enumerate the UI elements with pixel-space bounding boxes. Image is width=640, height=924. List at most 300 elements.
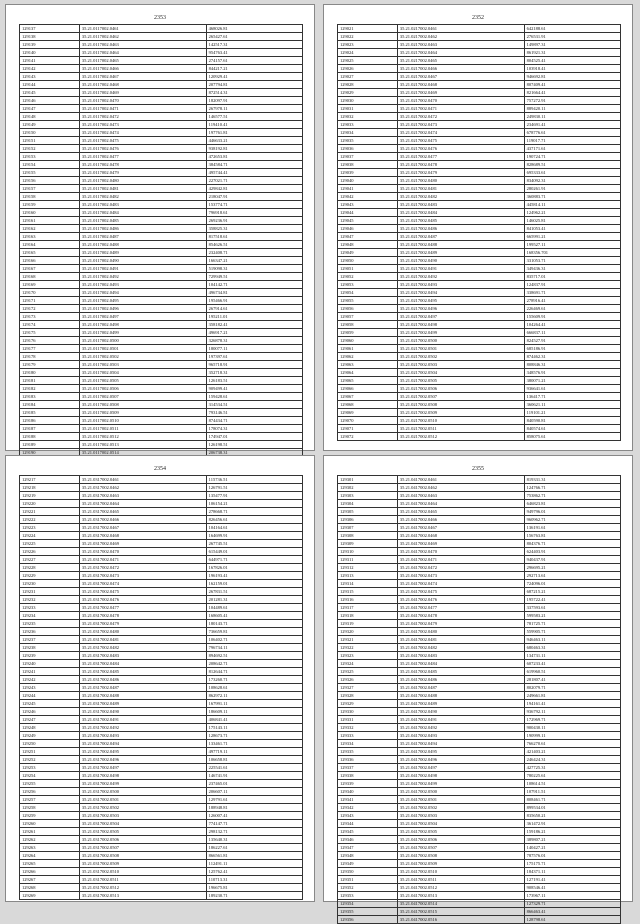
account-code-cell: 35.21.0317002.0467 xyxy=(79,524,206,532)
amount-cell: 128673.71 xyxy=(206,732,302,740)
amount-cell: 946692.81 xyxy=(524,73,620,81)
account-code-cell: 35.21.0417002.0475 xyxy=(397,588,524,596)
account-code-cell: 35.21.0117002.0493 xyxy=(79,281,206,289)
table-row xyxy=(338,201,621,209)
row-id-cell: 129150 xyxy=(20,129,80,137)
amount-cell: 246424.31 xyxy=(524,756,620,764)
amount-cell: 167991.11 xyxy=(206,700,302,708)
row-id-cell: 129348 xyxy=(338,852,398,860)
table-row xyxy=(20,313,303,321)
table-row xyxy=(338,476,621,484)
table-row xyxy=(338,417,621,425)
row-id-cell: 129354 xyxy=(338,900,398,908)
account-code-cell: 35.21.0217002.0512 xyxy=(397,433,524,441)
row-id-cell: 129172 xyxy=(20,305,80,313)
row-id-cell: 129242 xyxy=(20,676,80,684)
account-code-cell: 35.21.0417002.0499 xyxy=(397,780,524,788)
account-code-cell: 35.21.0317002.0471 xyxy=(79,556,206,564)
amount-cell: 140427.21 xyxy=(524,844,620,852)
account-code-cell: 35.21.0117002.0490 xyxy=(79,257,206,265)
table-row xyxy=(338,401,621,409)
amount-cell: 472653.81 xyxy=(206,153,302,161)
row-id-cell: 129238 xyxy=(20,644,80,652)
table-row xyxy=(20,377,303,385)
amount-cell: 134731.11 xyxy=(524,652,620,660)
row-id-cell: 129317 xyxy=(338,604,398,612)
amount-cell: 195211.01 xyxy=(206,313,302,321)
row-id-cell: 129049 xyxy=(338,249,398,257)
account-code-cell: 35.21.0317002.0477 xyxy=(79,604,206,612)
amount-cell: 389807.21 xyxy=(524,836,620,844)
amount-cell: 173967.11 xyxy=(524,892,620,900)
row-id-cell: 129169 xyxy=(20,281,80,289)
table-row xyxy=(338,329,621,337)
account-code-cell: 35.21.0317002.0498 xyxy=(79,772,206,780)
amount-cell: 559905.71 xyxy=(524,628,620,636)
row-id-cell: 129038 xyxy=(338,161,398,169)
table-row xyxy=(338,540,621,548)
account-code-cell: 35.21.0417002.0480 xyxy=(397,628,524,636)
account-code-cell: 35.21.0217002.0502 xyxy=(397,353,524,361)
account-code-cell: 35.21.0417002.0511 xyxy=(397,876,524,884)
amount-cell: 624403.91 xyxy=(524,548,620,556)
account-code-cell: 35.21.0117002.0465 xyxy=(79,57,206,65)
amount-cell: 195466.91 xyxy=(206,297,302,305)
row-id-cell: 129233 xyxy=(20,604,80,612)
row-id-cell: 129071 xyxy=(338,425,398,433)
row-id-cell: 129047 xyxy=(338,233,398,241)
row-id-cell: 129308 xyxy=(338,532,398,540)
row-id-cell: 129262 xyxy=(20,836,80,844)
row-id-cell: 129248 xyxy=(20,724,80,732)
table-row xyxy=(338,580,621,588)
account-code-cell: 35.21.0417002.0514 xyxy=(397,900,524,908)
table-row xyxy=(20,361,303,369)
table-row xyxy=(338,516,621,524)
amount-cell: 119101.21 xyxy=(524,409,620,417)
account-code-cell: 35.21.0217002.0485 xyxy=(397,217,524,225)
table-row xyxy=(20,612,303,620)
row-id-cell: 129324 xyxy=(338,660,398,668)
row-id-cell: 129312 xyxy=(338,564,398,572)
account-code-cell: 35.21.0217002.0491 xyxy=(397,265,524,273)
row-id-cell: 129355 xyxy=(338,908,398,916)
row-id-cell: 129181 xyxy=(20,377,80,385)
amount-cell: 237465.01 xyxy=(206,780,302,788)
row-id-cell: 129257 xyxy=(20,796,80,804)
row-id-cell: 129337 xyxy=(338,764,398,772)
row-id-cell: 129251 xyxy=(20,748,80,756)
table-row xyxy=(20,73,303,81)
table-row xyxy=(338,185,621,193)
amount-cell: 126198.51 xyxy=(206,441,302,449)
row-id-cell: 129031 xyxy=(338,105,398,113)
amount-cell: 808846.31 xyxy=(524,361,620,369)
amount-cell: 207794.81 xyxy=(206,81,302,89)
table-row xyxy=(338,169,621,177)
row-id-cell: 129063 xyxy=(338,361,398,369)
account-code-cell: 35.21.0217002.0494 xyxy=(397,289,524,297)
row-id-cell: 129259 xyxy=(20,812,80,820)
amount-cell: 965718.91 xyxy=(206,361,302,369)
amount-cell: 780225.61 xyxy=(524,772,620,780)
table-row xyxy=(20,321,303,329)
table-row xyxy=(20,369,303,377)
row-id-cell: 129301 xyxy=(338,476,398,484)
account-code-cell: 35.21.0317002.0506 xyxy=(79,836,206,844)
amount-cell: 129791.61 xyxy=(206,796,302,804)
account-code-cell: 35.21.0317002.0472 xyxy=(79,564,206,572)
amount-cell: 337593.61 xyxy=(524,604,620,612)
account-code-cell: 35.21.0217002.0493 xyxy=(397,281,524,289)
account-code-cell: 35.21.0417002.0462 xyxy=(397,484,524,492)
table-row xyxy=(20,401,303,409)
row-id-cell: 129054 xyxy=(338,289,398,297)
row-id-cell: 129142 xyxy=(20,65,80,73)
row-id-cell: 129044 xyxy=(338,209,398,217)
table-row xyxy=(20,892,303,900)
account-code-cell: 35.21.0417002.0490 xyxy=(397,708,524,716)
row-id-cell: 129154 xyxy=(20,161,80,169)
amount-cell: 267914.61 xyxy=(206,305,302,313)
amount-cell: 468026.81 xyxy=(206,25,302,33)
table-row xyxy=(338,564,621,572)
amount-cell: 646823.81 xyxy=(524,500,620,508)
table-row xyxy=(20,644,303,652)
account-code-cell: 35.21.0417002.0501 xyxy=(397,796,524,804)
amount-cell: 190999.11 xyxy=(524,732,620,740)
account-code-cell: 35.21.0217002.0505 xyxy=(397,377,524,385)
row-id-cell: 129249 xyxy=(20,732,80,740)
amount-cell: 844217.21 xyxy=(206,65,302,73)
row-id-cell: 129231 xyxy=(20,588,80,596)
table-row xyxy=(20,860,303,868)
row-id-cell: 129070 xyxy=(338,417,398,425)
account-code-cell: 35.21.0417002.0504 xyxy=(397,820,524,828)
account-code-cell: 35.21.0417002.0479 xyxy=(397,620,524,628)
row-id-cell: 129264 xyxy=(20,852,80,860)
table-row xyxy=(338,257,621,265)
table-row xyxy=(20,572,303,580)
table-row xyxy=(20,57,303,65)
account-code-cell: 35.21.0417002.0502 xyxy=(397,804,524,812)
amount-cell: 695333.61 xyxy=(524,169,620,177)
amount-cell: 445814.11 xyxy=(524,201,620,209)
account-code-cell: 35.21.0117002.0511 xyxy=(79,425,206,433)
account-code-cell: 35.21.0217002.0487 xyxy=(397,233,524,241)
table-row xyxy=(20,305,303,313)
table-row xyxy=(20,265,303,273)
table-row xyxy=(20,289,303,297)
table-row xyxy=(338,724,621,732)
account-code-cell: 35.21.0117002.0461 xyxy=(79,25,206,33)
row-id-cell: 129311 xyxy=(338,556,398,564)
amount-cell: 753862.71 xyxy=(524,492,620,500)
amount-cell: 665991.21 xyxy=(524,233,620,241)
amount-cell: 125762.41 xyxy=(206,868,302,876)
table-row xyxy=(20,476,303,484)
table-row xyxy=(20,169,303,177)
amount-cell: 519098.31 xyxy=(206,265,302,273)
table-row xyxy=(20,257,303,265)
account-code-cell: 35.21.0117002.0507 xyxy=(79,393,206,401)
table-row xyxy=(20,201,303,209)
account-code-cell: 35.21.0317002.0508 xyxy=(79,852,206,860)
account-code-cell: 35.21.0217002.0480 xyxy=(397,177,524,185)
row-id-cell: 129050 xyxy=(338,257,398,265)
row-id-cell: 129140 xyxy=(20,49,80,57)
amount-cell: 497719.11 xyxy=(206,748,302,756)
account-code-cell: 35.21.0117002.0469 xyxy=(79,89,206,97)
row-id-cell: 129163 xyxy=(20,233,80,241)
account-code-cell: 35.21.0317002.0480 xyxy=(79,628,206,636)
row-id-cell: 129177 xyxy=(20,345,80,353)
table-row xyxy=(338,217,621,225)
row-id-cell: 129147 xyxy=(20,105,80,113)
table-row xyxy=(338,876,621,884)
table-row xyxy=(20,41,303,49)
account-code-cell: 35.21.0317002.0502 xyxy=(79,804,206,812)
table-row xyxy=(338,860,621,868)
table-row xyxy=(20,193,303,201)
row-id-cell: 129320 xyxy=(338,628,398,636)
amount-cell: 680463.31 xyxy=(524,644,620,652)
table-row xyxy=(20,281,303,289)
account-code-cell: 35.21.0317002.0481 xyxy=(79,636,206,644)
account-code-cell: 35.21.0117002.0462 xyxy=(79,33,206,41)
row-id-cell: 129165 xyxy=(20,249,80,257)
table-row xyxy=(338,345,621,353)
row-id-cell: 129243 xyxy=(20,684,80,692)
row-id-cell: 129329 xyxy=(338,700,398,708)
amount-cell: 149897.31 xyxy=(524,41,620,49)
account-code-cell: 35.21.0317002.0469 xyxy=(79,540,206,548)
row-id-cell: 129269 xyxy=(20,892,80,900)
account-code-cell: 35.21.0417002.0513 xyxy=(397,892,524,900)
account-code-cell: 35.21.0217002.0481 xyxy=(397,185,524,193)
amount-cell: 766270.61 xyxy=(524,740,620,748)
row-id-cell: 129060 xyxy=(338,337,398,345)
account-code-cell: 35.21.0117002.0512 xyxy=(79,433,206,441)
account-code-cell: 35.21.0317002.0489 xyxy=(79,700,206,708)
amount-cell: 841053.41 xyxy=(524,225,620,233)
table-row xyxy=(20,153,303,161)
account-code-cell: 35.21.0417002.0472 xyxy=(397,564,524,572)
table-row xyxy=(20,796,303,804)
row-id-cell: 129335 xyxy=(338,748,398,756)
row-id-cell: 129326 xyxy=(338,676,398,684)
row-id-cell: 129350 xyxy=(338,868,398,876)
row-id-cell: 129056 xyxy=(338,305,398,313)
row-id-cell: 129253 xyxy=(20,764,80,772)
amount-cell: 796918.61 xyxy=(206,209,302,217)
amount-cell: 159428.61 xyxy=(206,393,302,401)
row-id-cell: 129167 xyxy=(20,265,80,273)
account-code-cell: 35.21.0317002.0495 xyxy=(79,748,206,756)
table-row xyxy=(338,748,621,756)
row-id-cell: 129237 xyxy=(20,636,80,644)
table-row xyxy=(338,73,621,81)
amount-cell: 874434.71 xyxy=(206,417,302,425)
row-id-cell: 129247 xyxy=(20,716,80,724)
table-row xyxy=(338,233,621,241)
account-code-cell: 35.21.0317002.0463 xyxy=(79,492,206,500)
table-row xyxy=(338,852,621,860)
table-row xyxy=(338,892,621,900)
account-code-cell: 35.21.0217002.0496 xyxy=(397,305,524,313)
amount-cell: 908546.41 xyxy=(524,884,620,892)
amount-cell: 208642.71 xyxy=(206,660,302,668)
table-row xyxy=(338,756,621,764)
table-row xyxy=(338,572,621,580)
account-code-cell: 35.21.0217002.0479 xyxy=(397,169,524,177)
row-id-cell: 129338 xyxy=(338,772,398,780)
table-row xyxy=(20,652,303,660)
account-code-cell: 35.21.0217002.0506 xyxy=(397,385,524,393)
table-row xyxy=(20,716,303,724)
account-code-cell: 35.21.0317002.0497 xyxy=(79,764,206,772)
amount-cell: 196193.41 xyxy=(206,572,302,580)
table-row xyxy=(338,660,621,668)
amount-cell: 840590.81 xyxy=(524,417,620,425)
table-row xyxy=(20,532,303,540)
account-code-cell: 35.21.0417002.0488 xyxy=(397,692,524,700)
account-code-cell: 35.21.0117002.0508 xyxy=(79,401,206,409)
account-code-cell: 35.21.0117002.0496 xyxy=(79,305,206,313)
row-id-cell: 129069 xyxy=(338,409,398,417)
amount-cell: 495744.41 xyxy=(206,169,302,177)
amount-cell: 249661.81 xyxy=(524,692,620,700)
amount-cell: 188948.81 xyxy=(206,804,302,812)
table-row xyxy=(20,876,303,884)
amount-cell: 276531.91 xyxy=(524,33,620,41)
amount-cell: 106402.71 xyxy=(206,636,302,644)
table-row xyxy=(20,804,303,812)
account-code-cell: 35.21.0117002.0473 xyxy=(79,121,206,129)
amount-cell: 835717.01 xyxy=(524,273,620,281)
row-id-cell: 129039 xyxy=(338,169,398,177)
account-code-cell: 35.21.0217002.0467 xyxy=(397,73,524,81)
row-id-cell: 129187 xyxy=(20,425,80,433)
amount-cell: 186227.61 xyxy=(206,844,302,852)
document-page-3 xyxy=(5,455,315,902)
row-id-cell: 129067 xyxy=(338,393,398,401)
row-id-cell: 129227 xyxy=(20,556,80,564)
table-row xyxy=(338,33,621,41)
amount-cell: 314534.51 xyxy=(206,401,302,409)
table-row xyxy=(338,129,621,137)
account-code-cell: 35.21.0117002.0489 xyxy=(79,249,206,257)
amount-cell: 227021.71 xyxy=(206,177,302,185)
amount-cell: 186609.11 xyxy=(206,708,302,716)
account-code-cell: 35.21.0217002.0510 xyxy=(397,417,524,425)
amount-cell: 821664.41 xyxy=(524,89,620,97)
account-code-cell: 35.21.0417002.0487 xyxy=(397,684,524,692)
page-number: 2352 xyxy=(472,15,484,21)
table-row xyxy=(20,393,303,401)
amount-cell: 862972.11 xyxy=(206,692,302,700)
table-row xyxy=(338,820,621,828)
row-id-cell: 129156 xyxy=(20,177,80,185)
row-id-cell: 129230 xyxy=(20,580,80,588)
amount-cell: 866561.81 xyxy=(206,852,302,860)
table-row xyxy=(20,836,303,844)
amount-cell: 195722.41 xyxy=(524,596,620,604)
row-id-cell: 129345 xyxy=(338,828,398,836)
row-id-cell: 129263 xyxy=(20,844,80,852)
account-code-cell: 35.21.0117002.0505 xyxy=(79,377,206,385)
row-id-cell: 129331 xyxy=(338,716,398,724)
amount-cell: 607233.41 xyxy=(524,660,620,668)
amount-cell: 808461.71 xyxy=(524,796,620,804)
row-id-cell: 129302 xyxy=(338,484,398,492)
account-code-cell: 35.21.0417002.0496 xyxy=(397,756,524,764)
row-id-cell: 129025 xyxy=(338,57,398,65)
table-row xyxy=(20,249,303,257)
amount-cell: 267978.11 xyxy=(206,105,302,113)
account-code-cell: 35.21.0317002.0510 xyxy=(79,868,206,876)
amount-cell: 206607.11 xyxy=(206,788,302,796)
table-row xyxy=(20,161,303,169)
table-row xyxy=(20,604,303,612)
account-code-cell: 35.21.0417002.0495 xyxy=(397,748,524,756)
table-row xyxy=(338,908,621,916)
amount-cell: 146577.51 xyxy=(206,113,302,121)
amount-cell: 108628.61 xyxy=(206,684,302,692)
table-row xyxy=(338,177,621,185)
table-row xyxy=(20,177,303,185)
account-code-cell: 35.21.0317002.0491 xyxy=(79,716,206,724)
amount-cell: 358825.31 xyxy=(206,225,302,233)
amount-cell: 280261.91 xyxy=(524,185,620,193)
row-id-cell: 129061 xyxy=(338,345,398,353)
row-id-cell: 129304 xyxy=(338,500,398,508)
account-code-cell: 35.21.0317002.0464 xyxy=(79,500,206,508)
row-id-cell: 129316 xyxy=(338,596,398,604)
row-id-cell: 129051 xyxy=(338,265,398,273)
amount-cell: 124837.91 xyxy=(524,281,620,289)
account-code-cell: 35.21.0417002.0507 xyxy=(397,844,524,852)
account-code-cell: 35.21.0217002.0490 xyxy=(397,257,524,265)
table-row xyxy=(338,692,621,700)
amount-cell: 854626.51 xyxy=(206,241,302,249)
row-id-cell: 129022 xyxy=(338,33,398,41)
row-id-cell: 129155 xyxy=(20,169,80,177)
table-row xyxy=(20,660,303,668)
table-row xyxy=(338,676,621,684)
row-id-cell: 129265 xyxy=(20,860,80,868)
table-row xyxy=(20,441,303,449)
account-code-cell: 35.21.0217002.0499 xyxy=(397,329,524,337)
amount-cell: 615449.01 xyxy=(206,548,302,556)
amount-cell: 153774.71 xyxy=(206,201,302,209)
amount-cell: 619960.51 xyxy=(524,668,620,676)
row-id-cell: 129046 xyxy=(338,225,398,233)
amount-cell: 196675.81 xyxy=(206,884,302,892)
table-row xyxy=(20,820,303,828)
amount-cell: 909499.41 xyxy=(206,385,302,393)
amount-cell: 225541.61 xyxy=(206,764,302,772)
amount-cell: 936792.11 xyxy=(524,708,620,716)
row-id-cell: 129179 xyxy=(20,361,80,369)
table-row xyxy=(20,516,303,524)
amount-cell: 360883.71 xyxy=(524,193,620,201)
row-id-cell: 129043 xyxy=(338,201,398,209)
amount-cell: 348576.91 xyxy=(524,369,620,377)
row-id-cell: 129339 xyxy=(338,780,398,788)
table-row xyxy=(20,225,303,233)
amount-cell: 724096.01 xyxy=(524,580,620,588)
